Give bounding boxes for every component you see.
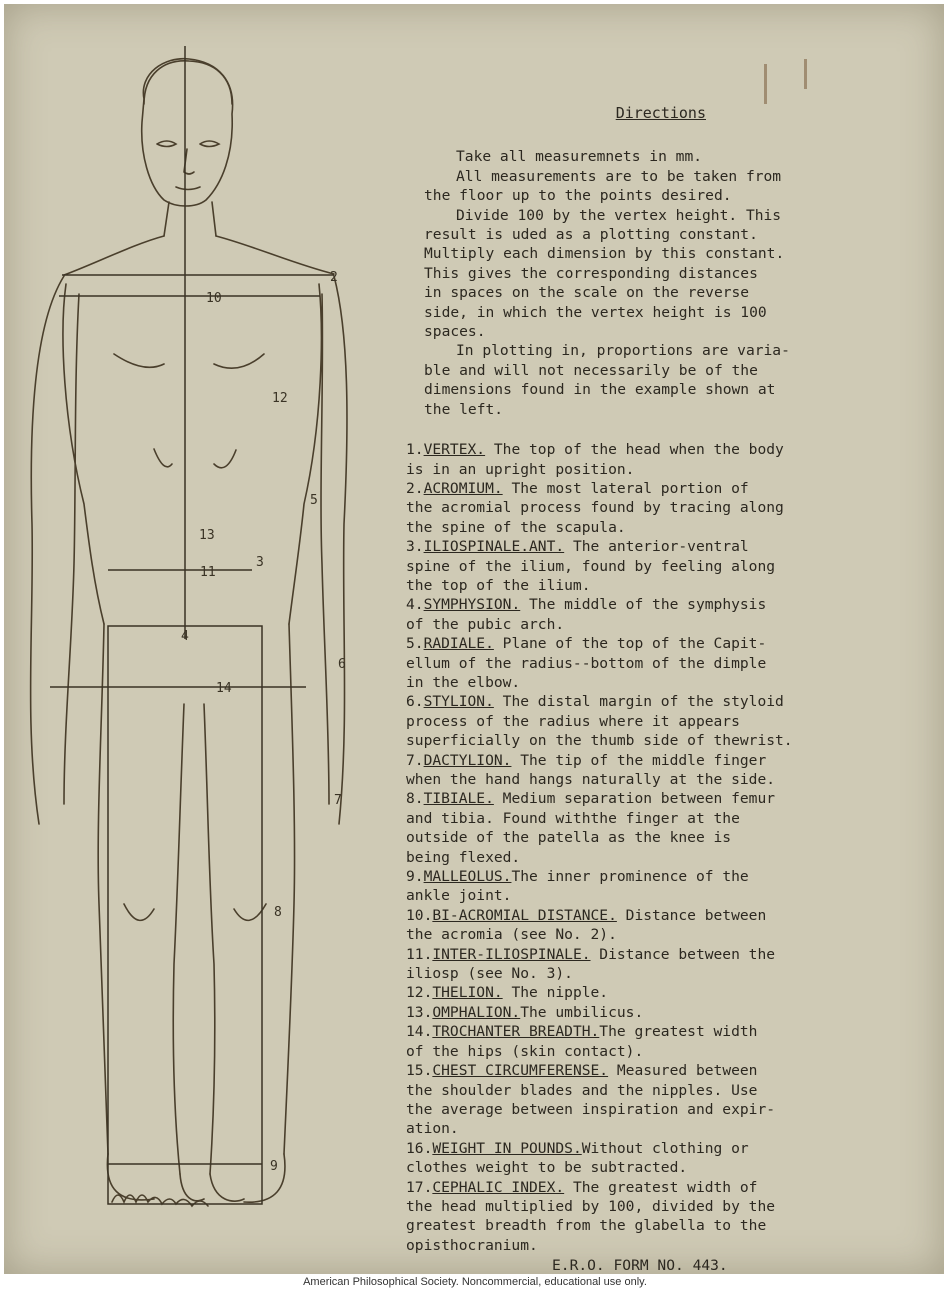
definition-number: 15. (406, 1062, 433, 1080)
definition-number: 6. (406, 693, 424, 711)
definition-term: INTER-ILIOSPINALE. (432, 945, 591, 963)
definition-text: opisthocranium. (406, 1236, 538, 1254)
figure-label: 7 (334, 793, 342, 808)
instructions-block (406, 147, 906, 419)
abdomen-right (214, 450, 236, 468)
definitions-list (406, 440, 906, 1255)
definition-text: is in an upright position. (406, 460, 635, 478)
figure-label: 10 (206, 291, 222, 306)
definition-item (406, 1003, 906, 1022)
definition-item (406, 1178, 906, 1256)
neck (164, 202, 216, 236)
definition-number: 1. (406, 441, 424, 459)
instruction-line: spaces. (424, 323, 486, 341)
instruction-line: Divide 100 by the vertex height. This (456, 206, 782, 224)
definition-text: The inner prominence of the (511, 868, 749, 886)
instruction-line: the left. (424, 400, 504, 418)
definition-text: the spine of the scapula. (406, 518, 626, 536)
instruction-paragraph (406, 341, 906, 419)
figure-label: 12 (272, 391, 288, 406)
leg-left-inner (173, 704, 184, 1174)
feet (107, 1154, 285, 1202)
definition-item (406, 479, 906, 537)
directions-title: Directions (615, 104, 706, 122)
figure-label: 14 (216, 681, 232, 696)
chest-right (214, 354, 264, 368)
definition-number: 16. (406, 1139, 433, 1157)
definition-text: Plane of the top of the Capit- (493, 635, 767, 653)
definition-term: MALLEOLUS. (423, 868, 512, 886)
instruction-line: In plotting in, proportions are varia- (456, 342, 790, 360)
definition-text: The greatest width (599, 1023, 758, 1041)
definition-number: 4. (406, 596, 424, 614)
instruction-line: All measurements are to be taken from (456, 167, 782, 185)
definition-term: BI-ACROMIAL DISTANCE. (432, 906, 617, 924)
definition-text: the average between inspiration and expir- (406, 1100, 776, 1118)
definition-number: 5. (406, 635, 424, 653)
anatomical-figure-sketch (4, 4, 404, 1274)
definition-text: the head multiplied by 100, divided by the (406, 1197, 776, 1215)
definition-text: of the hips (skin contact). (406, 1042, 644, 1060)
definition-text: greatest breadth from the glabella to the (406, 1217, 767, 1235)
instruction-line: the floor up to the points desired. (424, 187, 732, 205)
definition-text: The anterior-ventral (564, 538, 749, 556)
instruction-line: result is uded as a plotting constant. (424, 226, 758, 244)
definition-item (406, 595, 906, 634)
definition-number: 8. (406, 790, 424, 808)
definition-text: clothes weight to be subtracted. (406, 1159, 688, 1177)
definition-text: The greatest width of (564, 1178, 758, 1196)
definition-term: WEIGHT IN POUNDS. (432, 1139, 582, 1157)
definition-term: ACROMIUM. (423, 479, 503, 497)
instruction-paragraph (406, 167, 906, 206)
definition-term: THELION. (432, 984, 503, 1002)
definition-text: Measured between (608, 1062, 758, 1080)
definition-text: The distal margin of the styloid (493, 693, 784, 711)
definition-text: Distance between the (590, 945, 776, 963)
arm-left-inner (64, 294, 79, 804)
instruction-line: Multiply each dimension by this constant. (424, 245, 785, 263)
definition-text: The tip of the middle finger (511, 751, 767, 769)
eye-right (200, 141, 219, 147)
definition-text: and tibia. Found withthe finger at the (406, 809, 740, 827)
arm-right-outer (334, 276, 347, 824)
instruction-line: in spaces on the scale on the reverse (424, 284, 750, 302)
definition-number: 13. (406, 1003, 433, 1021)
definition-item (406, 440, 906, 479)
definition-text: of the pubic arch. (406, 615, 565, 633)
head-outline (142, 59, 233, 206)
definition-text: Medium separation between femur (493, 790, 776, 808)
definition-item (406, 1022, 906, 1061)
figure-label: 11 (200, 565, 216, 580)
instruction-paragraph (406, 206, 906, 342)
definition-number: 12. (406, 984, 433, 1002)
definition-text: ation. (406, 1120, 459, 1138)
shoulder-line (64, 236, 334, 275)
definition-item (406, 537, 906, 595)
leg-left-outer (98, 624, 108, 1154)
definition-text: iliosp (see No. 3). (406, 965, 573, 983)
definition-text: The nipple. (502, 984, 609, 1002)
definition-item (406, 867, 906, 906)
definition-item (406, 789, 906, 867)
form-number: E.R.O. FORM NO. 443. (552, 1257, 728, 1274)
definition-text: The middle of the symphysis (520, 596, 767, 614)
figure-label: 2 (330, 270, 338, 285)
definition-number: 11. (406, 945, 433, 963)
definition-number: 7. (406, 751, 424, 769)
definition-term: VERTEX. (423, 441, 486, 459)
definition-number: 10. (406, 906, 433, 924)
definition-text: the acromial process found by tracing along (406, 499, 784, 517)
definition-text: The umbilicus. (520, 1003, 644, 1021)
instruction-line: dimensions found in the example shown at (424, 381, 776, 399)
definition-item (406, 692, 906, 750)
definition-item (406, 983, 906, 1002)
definition-item (406, 634, 906, 692)
document-page (4, 4, 944, 1274)
definition-item (406, 945, 906, 984)
definition-text: process of the radius where it appears (406, 712, 740, 730)
torso-left (63, 284, 104, 624)
definition-text: The top of the head when the body (485, 441, 784, 459)
figure-label: 9 (270, 1159, 278, 1174)
definition-number: 3. (406, 538, 424, 556)
footer-credit: American Philosophical Society. Noncommercial, educational use only. (303, 1276, 647, 1288)
definition-text: The most lateral portion of (502, 479, 749, 497)
leg-right-outer (284, 624, 295, 1154)
definition-item (406, 751, 906, 790)
definition-text: Without clothing or (581, 1139, 749, 1157)
definition-number: 14. (406, 1023, 433, 1041)
rust-stain (764, 64, 767, 104)
definition-text: when the hand hangs naturally at the side. (406, 771, 776, 788)
knee-right (234, 904, 266, 920)
definition-term: STYLION. (423, 693, 494, 711)
definition-term: CEPHALIC INDEX. (432, 1178, 565, 1196)
knee-left (124, 904, 154, 920)
eye-left (157, 141, 176, 147)
figure-label: 13 (199, 528, 215, 543)
figure-label: 5 (310, 493, 318, 508)
definition-term: SYMPHYSION. (423, 596, 521, 614)
definition-text: superficially on the thumb side of thewrist. (406, 732, 793, 750)
definition-term: DACTYLION. (423, 751, 512, 769)
mouth (176, 187, 200, 190)
definition-text: spine of the ilium, found by feeling along (406, 557, 776, 575)
definition-text: in the elbow. (406, 673, 521, 691)
figure-label: 4 (181, 629, 189, 644)
figure-label: 8 (274, 905, 282, 920)
definition-text: the shoulder blades and the nipples. Use (406, 1081, 758, 1099)
arm-left-outer (31, 276, 64, 824)
definition-item (406, 1139, 906, 1178)
figure-label: 6 (338, 657, 346, 672)
instruction-line: ble and will not necessarily be of the (424, 361, 758, 379)
definition-term: CHEST CIRCUMFERENSE. (432, 1062, 609, 1080)
definition-number: 17. (406, 1178, 433, 1196)
definition-term: RADIALE. (423, 635, 494, 653)
rust-stain (804, 59, 807, 89)
figure-label: 3 (256, 555, 264, 570)
definition-text: outside of the patella as the knee is (406, 829, 732, 847)
definition-term: TIBIALE. (423, 790, 494, 808)
leg-right-inner (204, 704, 215, 1174)
definition-item (406, 1061, 906, 1139)
instruction-line: side, in which the vertex height is 100 (424, 303, 767, 321)
definition-term: ILIOSPINALE.ANT. (423, 538, 565, 556)
definition-text: Distance between (616, 906, 767, 924)
instruction-paragraph (406, 147, 906, 166)
arm-right-inner (321, 294, 329, 804)
definition-term: TROCHANTER BREADTH. (432, 1023, 600, 1041)
definition-item (406, 906, 906, 945)
definition-number: 2. (406, 479, 424, 497)
definition-text: ellum of the radius--bottom of the dimple (406, 654, 767, 672)
chest-left (114, 354, 164, 367)
definition-text: the top of the ilium. (406, 576, 591, 594)
definition-text: ankle joint. (406, 887, 512, 905)
instruction-line: Take all measuremnets in mm. (456, 148, 703, 166)
instruction-line: This gives the corresponding distances (424, 264, 758, 282)
torso-right (289, 284, 321, 624)
definition-text: being flexed. (406, 848, 521, 866)
abdomen-left (154, 449, 172, 467)
definition-text: the acromia (see No. 2). (406, 926, 617, 944)
definition-number: 9. (406, 868, 424, 886)
definition-term: OMPHALION. (432, 1003, 521, 1021)
directions-text (406, 104, 906, 1255)
